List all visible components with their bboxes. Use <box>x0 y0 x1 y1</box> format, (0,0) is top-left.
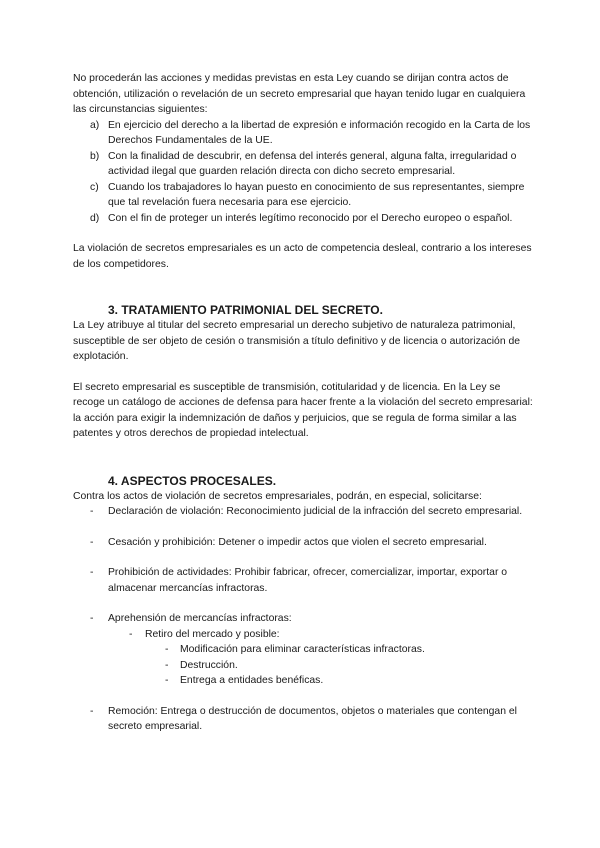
list-item: - Destrucción. <box>73 658 533 674</box>
section-3-paragraph-2: El secreto empresarial es susceptible de transmisión, cotitularidad y de licencia. En la Ley se recoge un catálogo de acciones de defensa para hacer frente a la violación del secreto empresarial: la acción para exigir la indemnización de daños y perjuicios, que se regula de forma similar a las patentes y otros derechos de propiedad intelectual. <box>73 381 533 439</box>
list-marker: - <box>90 705 94 717</box>
list-marker: - <box>129 628 133 640</box>
list-item: - Retiro del mercado y posible: <box>73 627 533 643</box>
sub-sub-list <box>73 642 533 689</box>
list-marker: - <box>90 506 94 517</box>
section-4-heading: 4. ASPECTOS PROCESALES. <box>108 473 277 488</box>
list-item: b) Con la finalidad de descubrir, en defensa del interés general, alguna falta, irregularidad o actividad ilegal que guarden relación directa con dicho secreto empresarial. <box>90 150 517 177</box>
document-page <box>73 71 533 735</box>
list-item: - Remoción: Entrega o destrucción de documentos, objetos o materiales que contengan el secreto empresarial. <box>90 705 517 732</box>
list-item: d) Con el fin de proteger un interés legítimo reconocido por el Derecho europeo o español. <box>73 211 533 227</box>
circumstances-list <box>73 118 533 227</box>
section-4-intro: Contra los actos de violación de secretos empresariales, podrán, en especial, solicitarse: <box>73 490 482 502</box>
list-item: c) Cuando los trabajadores lo hayan puesto en conocimiento de sus representantes, siempre que tal revelación fuera necesaria para ese ejercicio. <box>90 181 525 208</box>
sub-list <box>73 627 533 643</box>
list-marker: d) <box>90 212 100 224</box>
list-item: a) En ejercicio del derecho a la libertad de expresión e información recogido en la Carta de los Derechos Fundamentales de la UE. <box>90 119 531 146</box>
list-marker: - <box>90 536 94 548</box>
list-item: - Prohibición de actividades: Prohibir fabricar, ofrecer, comercializar, importar, exportar o almacenar mercancías infractoras. <box>90 567 508 594</box>
list-item: - Aprehensión de mercancías infractoras: <box>73 611 533 627</box>
list-marker: - <box>165 644 169 655</box>
violation-paragraph: La violación de secretos empresariales es un acto de competencia desleal, contrario a los intereses de los competidores. <box>73 243 532 270</box>
list-marker: - <box>90 613 94 624</box>
list-marker: - <box>90 567 94 578</box>
list-item: - Entrega a entidades benéficas. <box>73 673 533 689</box>
list-marker: b) <box>90 150 100 162</box>
section-3-heading: 3. TRATAMIENTO PATRIMONIAL DEL SECRETO. <box>108 303 383 317</box>
intro-paragraph: No procederán las acciones y medidas previstas en esta Ley cuando se dirijan contra actos de obtención, utilización o revelación de un secreto empresarial que hayan tenido lugar en cualquiera las circunstancias siguientes: <box>73 73 526 115</box>
list-item: - Declaración de violación: Reconocimiento judicial de la infracción del secreto empresarial. <box>73 504 533 520</box>
list-marker: a) <box>90 119 100 131</box>
list-marker: c) <box>90 181 99 193</box>
section-3-paragraph-1: La Ley atribuye al titular del secreto empresarial un derecho subjetivo de naturaleza patrimonial, susceptible de ser objeto de cesión o transmisión a título definitivo y de licencia o autorización de explotación. <box>73 320 521 362</box>
list-item: - Cesación y prohibición: Detener o impedir actos que violen el secreto empresarial. <box>73 535 533 551</box>
remedies-list <box>73 504 533 520</box>
list-item: - Modificación para eliminar características infractoras. <box>73 642 533 658</box>
list-marker: - <box>165 659 169 671</box>
list-marker: - <box>165 675 169 686</box>
